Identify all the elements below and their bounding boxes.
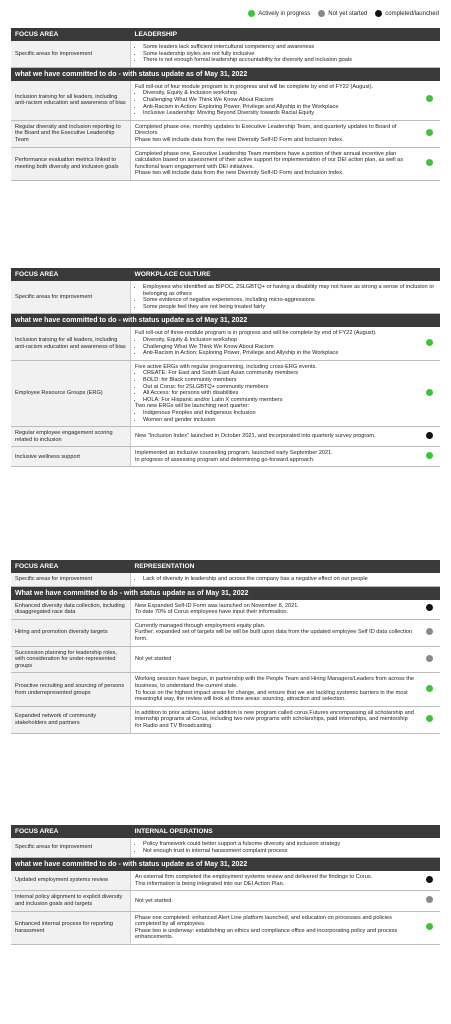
status-cell <box>418 619 440 646</box>
status-update <box>131 600 419 620</box>
status-dot-icon <box>426 923 433 930</box>
focus-area-title: INTERNAL OPERATIONS <box>134 828 213 835</box>
status-cell <box>418 706 440 733</box>
status-text: Working session have begun, in partnership with the People Team and Hiring Managers/Leaders from across the business, to understand the current state. <box>135 676 415 689</box>
table-row <box>11 891 440 911</box>
status-update <box>131 360 419 426</box>
status-bullet: • HOLA: For Hispanic and/or Latin X community members <box>143 397 414 404</box>
status-cell <box>418 147 440 180</box>
status-update <box>131 891 419 911</box>
status-dot-icon <box>426 604 433 611</box>
improvement-item: • Not enough trust in internal harassment complaint process <box>143 848 436 855</box>
status-text: Not yet started. <box>135 897 173 904</box>
status-bullets <box>135 370 414 403</box>
status-cell <box>418 427 440 447</box>
status-text: Completed phase one, monthly updates to Executive Leadership Team, and quarterly updates to Board of Directors <box>135 123 397 137</box>
improvement-item: • Some evidence of negative experiences, including micro-aggressions <box>143 297 436 304</box>
status-bullet: • Inclusive Leadership: Moving Beyond Diversity towards Racial Equity <box>143 110 414 117</box>
commitment-header <box>11 858 440 872</box>
table-row <box>11 911 440 944</box>
status-text: Full roll-out of three-module program is in progress and will be complete by end of FY22 (August). <box>135 330 377 337</box>
specific-areas-list <box>131 41 441 67</box>
status-text: Phase two is underway: establishing an ethics and compliance office and incorporating policy and process enhancements. <box>135 927 398 941</box>
commitment-header <box>11 586 440 600</box>
status-cell <box>418 911 440 944</box>
status-dot-icon <box>426 129 433 136</box>
status-cell <box>418 891 440 911</box>
status-dot-icon <box>426 715 433 722</box>
improvement-list <box>135 841 436 854</box>
improvement-item: • There is not enough formal leadership accountability for diversity and inclusion goals <box>143 57 436 64</box>
status-update <box>131 911 419 944</box>
status-text: An external firm completed the employment systems review and delivered the findings to Corus. <box>135 874 373 881</box>
legend-label: Actively in progress <box>258 10 311 17</box>
status-update <box>131 120 419 147</box>
improvement-item: • Employees who identified as BIPOC, 2SLGBTQ+ or having a disability may not have as strong a sense of inclusion or belonging as others <box>143 284 436 297</box>
initiative-name: Regular employee engagement scoring related to inclusion <box>11 427 131 447</box>
initiative-name: Internal policy alignment to explicit diversity and inclusion goals and targets <box>11 891 131 911</box>
status-dot-icon <box>426 655 433 662</box>
status-cell <box>418 600 440 620</box>
specific-areas-label: Specific areas for improvement <box>11 573 131 586</box>
status-text: This information is being integrated into our DEI Action Plan. <box>135 880 285 887</box>
improvement-item: • Policy framework could better support a fulsome diversity and inclusion strategy <box>143 841 436 848</box>
legend-label: completed/launched <box>385 10 439 17</box>
status-bullet: • Indigenous Peoples and Indigenous Inclusion <box>143 410 414 417</box>
focus-area-title: WORKPLACE CULTURE <box>134 271 211 278</box>
status-text: Completed phase one, Executive Leadership Team members have a portion of their annual incentive plan calculation based on assessment of their active support for implementation of our DEI action plan, as well as functional team engagement with DEI initiatives. <box>135 150 404 170</box>
legend-label: Not yet started <box>328 10 368 17</box>
status-cell <box>418 327 440 360</box>
status-dot-icon <box>318 10 325 17</box>
status-text: Implemented an inclusive counseling program, launched early September 2021. <box>135 450 333 457</box>
initiative-name: Expanded network of community stakeholders and partners <box>11 706 131 733</box>
initiative-name: Enhanced internal process for reporting harassment <box>11 911 131 944</box>
status-update <box>131 619 419 646</box>
status-update <box>131 871 419 891</box>
status-text: Further, expanded set of targets will be will be built upon data from the updated employee Self ID data collection form. <box>135 629 413 642</box>
status-dot-icon <box>426 95 433 102</box>
improvement-list <box>135 44 436 64</box>
commitment-title: What we have committed to do - with status update as of May 31, 2022 <box>15 589 249 597</box>
improvement-item: • Some people feel they are not being treated fairly <box>143 304 436 311</box>
specific-areas-row <box>11 281 440 314</box>
initiative-name: Updated employment systems review <box>11 871 131 891</box>
table-row <box>11 600 440 620</box>
initiative-name: Performance evaluation metrics linked to meeting both diversity and inclusion goals <box>11 147 131 180</box>
focus-area-label: FOCUS AREA <box>15 271 59 278</box>
status-text: New "Inclusion Index" launched in October 2021, and incorporated into quarterly survey program. <box>135 433 376 440</box>
table-header <box>11 28 440 41</box>
status-update <box>131 673 419 706</box>
status-text: Currently managed through employment equity plan. <box>135 622 266 629</box>
status-update <box>131 646 419 673</box>
status-bullets <box>135 337 414 357</box>
focus-area-table <box>11 560 440 734</box>
status-cell <box>418 447 440 467</box>
status-dot-icon <box>248 10 255 17</box>
status-text: To date 70% of Corus employees have input their information. <box>135 609 288 616</box>
status-dot-icon <box>426 389 433 396</box>
status-dot-icon <box>426 159 433 166</box>
table-row <box>11 619 440 646</box>
improvement-item: • Some leadership styles are not fully inclusive <box>143 51 436 58</box>
commitment-header <box>11 314 440 328</box>
status-cell <box>418 646 440 673</box>
commitment-title: what we have committed to do - with status update as of May 31, 2022 <box>15 861 248 869</box>
initiative-name: Inclusive wellness support <box>11 447 131 467</box>
status-dot-icon <box>426 339 433 346</box>
status-text: New Expanded Self-ID Form was launched on November 8, 2021. <box>135 602 299 609</box>
table-row <box>11 327 440 360</box>
specific-areas-label: Specific areas for improvement <box>11 838 131 858</box>
initiative-name: Employee Resource Groups (ERG) <box>11 360 131 426</box>
status-bullet: • Diversity, Equity & Inclusion workshop <box>143 90 414 97</box>
focus-area-table <box>11 268 440 467</box>
status-text: In addition to prior actions, latest addition is new program called corus.Futures encompassing all scholarship and internship programs at Corus, including two new programs with scholarships, paid internships, and mentorship for Radio and TV Broadcasting. <box>135 709 414 729</box>
table-row <box>11 447 440 467</box>
specific-areas-label: Specific areas for improvement <box>11 41 131 67</box>
status-cell <box>418 871 440 891</box>
initiative-name: Inclusion training for all leaders, including anti-racism education and awareness of bias <box>11 81 131 120</box>
improvement-list <box>135 576 436 583</box>
specific-areas-row <box>11 41 440 67</box>
status-text: Five active ERGs with regular programming, including cross-ERG events. <box>135 363 317 370</box>
commitment-title: what we have committed to do - with status update as of May 31, 2022 <box>15 317 248 325</box>
focus-area-title: LEADERSHIP <box>134 31 177 38</box>
status-bullet: • All Access: for persons with disabilities <box>143 390 414 397</box>
status-update <box>131 81 419 120</box>
table-row <box>11 673 440 706</box>
status-bullet: • Anti-Racism in Action: Exploring Power, Privilege and Allyship in the Workplace <box>143 104 414 111</box>
status-dot-icon <box>426 685 433 692</box>
status-update <box>131 427 419 447</box>
table-row <box>11 706 440 733</box>
focus-area-label: FOCUS AREA <box>15 828 59 835</box>
status-text: Phase one completed: enhanced Alert Line platform launched, and education on processes and policies completed by all employees. <box>135 914 392 928</box>
status-update <box>131 706 419 733</box>
table-row <box>11 81 440 120</box>
specific-areas-row <box>11 573 440 586</box>
improvement-item: • Lack of diversity in leadership and across the company has a negative effect on our people <box>143 576 436 583</box>
status-bullets <box>135 410 414 423</box>
status-text: Full roll-out of four module program is in progress and will be complete by end of FY22 (August). <box>135 83 374 90</box>
table-row <box>11 871 440 891</box>
status-update <box>131 147 419 180</box>
status-bullet: • Diversity, Equity & Inclusion workshop <box>143 337 414 344</box>
table-row <box>11 360 440 426</box>
focus-area-table <box>11 825 440 945</box>
status-bullet: • Out at Corus: for 2SLGBTQ+ community members <box>143 384 414 391</box>
commitment-header <box>11 67 440 81</box>
status-text: Not yet started <box>135 656 172 663</box>
initiative-name: Hiring and promotion diversity targets <box>11 619 131 646</box>
initiative-name: Regular diversity and inclusion reporting to the Board and the Executive Leadership Team <box>11 120 131 147</box>
status-cell <box>418 673 440 706</box>
status-text: To focus on the highest impact areas for change, and ensure that we are tackling systemic barriers in the most meaningful way, the review will look at three areas: sourcing, attraction and selection. <box>135 689 408 703</box>
status-bullet: • Women and gender inclusion <box>143 417 414 424</box>
status-dot-icon <box>426 452 433 459</box>
status-dot-icon <box>426 628 433 635</box>
table-header <box>11 560 440 573</box>
specific-areas-list <box>131 281 441 314</box>
status-bullet: • BOLD: for Black community members <box>143 377 414 384</box>
status-bullet: • Anti-Racism in Action: Exploring Power, Privilege and Allyship in the Workplace <box>143 350 414 357</box>
status-bullet: • Challenging What We Think We Know About Racism <box>143 344 414 351</box>
status-legend <box>248 10 439 17</box>
specific-areas-list <box>131 838 441 858</box>
status-dot-icon <box>426 896 433 903</box>
status-text: Two new ERGs will be launching next quarter: <box>135 403 250 410</box>
commitment-title: what we have committed to do - with status update as of May 31, 2022 <box>15 70 248 78</box>
table-row <box>11 147 440 180</box>
status-text: Phase two will include data from the new Diversity Self-ID Form and Inclusion Index. <box>135 136 344 143</box>
specific-areas-row <box>11 838 440 858</box>
legend-item <box>248 10 310 17</box>
status-dot-icon <box>375 10 382 17</box>
status-text: Phase two will include data from the new Diversity Self-ID Form and Inclusion Index. <box>135 170 344 177</box>
specific-areas-list <box>131 573 441 586</box>
focus-area-label: FOCUS AREA <box>15 563 59 570</box>
improvement-item: • Some leaders lack sufficient intercultural competency and awareness <box>143 44 436 51</box>
table-row <box>11 646 440 673</box>
focus-area-label: FOCUS AREA <box>15 31 59 38</box>
status-text: In progress of assessing program and determining go-forward approach. <box>135 456 315 463</box>
status-dot-icon <box>426 432 433 439</box>
improvement-list <box>135 284 436 310</box>
status-cell <box>418 81 440 120</box>
status-bullets <box>135 90 414 116</box>
status-bullet: • CREATE: For East and South East Asian community members <box>143 370 414 377</box>
initiative-name: Proactive recruiting and sourcing of persons from underrepresented groups <box>11 673 131 706</box>
table-header <box>11 268 440 281</box>
table-row <box>11 120 440 147</box>
initiative-name: Succession planning for leadership roles, with consideration for under-represented groups <box>11 646 131 673</box>
legend-item <box>318 10 367 17</box>
table-header <box>11 825 440 838</box>
focus-area-table <box>11 28 440 181</box>
status-dot-icon <box>426 876 433 883</box>
status-update <box>131 447 419 467</box>
table-row <box>11 427 440 447</box>
status-bullet: • Challenging What We Think We Know About Racism <box>143 97 414 104</box>
status-cell <box>418 120 440 147</box>
focus-area-title: REPRESENTATION <box>134 563 195 570</box>
initiative-name: Inclusion training for all leaders, including anti-racism education and awareness of bias <box>11 327 131 360</box>
specific-areas-label: Specific areas for improvement <box>11 281 131 314</box>
status-cell <box>418 360 440 426</box>
legend-item <box>375 10 439 17</box>
initiative-name: Enhanced diversity data collection, including disaggregated race data <box>11 600 131 620</box>
status-update <box>131 327 419 360</box>
